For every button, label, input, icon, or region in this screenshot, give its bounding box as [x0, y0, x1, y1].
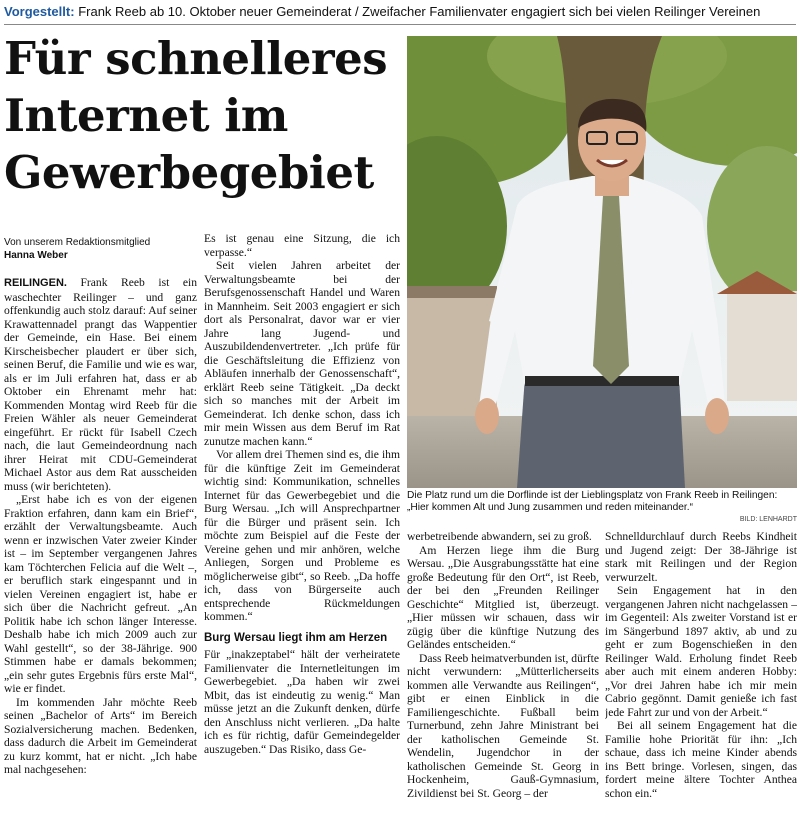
column-2	[204, 232, 400, 837]
paragraph: Schnelldurchlauf durch Reebs Kindheit und Jugend zeigt: Der 38-Jährige ist stark mit Reilingen und der Region verwurzelt.	[605, 530, 797, 584]
photo-credit: BILD: LENHARDT	[739, 516, 797, 523]
paragraph: Sein Engagement hat in den vergangenen Jahren nicht nachgelassen – im Gegenteil: Als zweiter Vorstand ist er im Sängerbund 1897 aktiv, ab und zu geht er zum Bogenschießen in den Reilinger Wald. Erholung findet Reeb aber auch mit einem anderen Hobby: „Vor drei Jahren habe ich mir mein Cabrio gegönnt. Damit genieße ich fast jede Fahrt zur und von der Arbeit.“	[605, 584, 797, 719]
paragraph: Für „inakzeptabel“ hält der verheiratete Familienvater die Internetleitungen im Gewerbegebiet. „Da haben wir zwei Mbit, das ist eindeutig zu wenig.“ Man müsse jetzt an die Zukunft denken, dürfe den Anschluss nicht verlieren. „Da halte ich es für richtig, dafür Gemeindegelder auszugeben.“ Das Risiko, dass Ge-	[204, 648, 400, 756]
top-rule	[4, 24, 796, 25]
subheading: Burg Wersau liegt ihm am Herzen	[204, 631, 388, 644]
dateline: REILINGEN.	[4, 277, 67, 289]
headline-line-2: Internet im	[4, 89, 288, 142]
photo-caption	[407, 490, 797, 526]
kicker-text: Frank Reeb ab 10. Oktober neuer Gemeinderat / Zweifacher Familienvater engagiert sich bei vielen Reilinger Vereinen	[78, 4, 761, 19]
byline-name: Hanna Weber	[4, 250, 68, 261]
headline-line-3: Gewerbegebiet	[4, 146, 374, 199]
column-1	[4, 276, 197, 837]
byline	[4, 236, 200, 262]
caption-text: Die Platz rund um die Dorflinde ist der Lieblingsplatz von Frank Reeb in Reilingen: „Hier kommen Alt und Jung zusammen und reden miteinander.“	[407, 490, 778, 513]
kicker-line	[4, 2, 796, 22]
paragraph: Am Herzen liege ihm die Burg Wersau. „Die Ausgrabungsstätte hat eine große Bedeutung für den Ort“, ist Reeb, der bei den „Freunden Reilinger Geschichte“ Mitglied ist, überzeugt. „Hier müssen wir schauen, dass wir zügig über die künftige Nutzung des Geländes entscheiden.“	[407, 543, 599, 651]
paragraph: „Erst habe ich es von der eigenen Fraktion erfahren, dann kam ein Brief“, erzählt der Verwaltungsbeamte. Auch wenn er inzwischen Vater zweier Kinder ist – im September vergangenen Jahres kam Töchterchen Felicia auf die Welt –, er beruflich stark eingespannt und in vielen Vereinen engagiert ist, habe er sich über die Nachricht gefreut. „An Politik habe ich schon länger Interesse. Deshalb habe ich mich 2009 auch zur Wahl gestellt“, so der 38-Jährige. 900 Stimmen habe er damals bekommen; „ein sehr gutes Ergebnis fürs erste Mal“, wie er findet.	[4, 493, 197, 695]
headline	[4, 30, 404, 201]
column-3	[407, 530, 599, 837]
paragraph: Es ist genau eine Sitzung, die ich verpasse.“	[204, 232, 400, 259]
paragraph: Seit vielen Jahren arbeitet der Verwaltungsbeamte bei der Berufsgenossenschaft Handel und Waren in Mannheim. Seit 2003 engagiert er sich dort als Personalrat, davor war er vier Jahre lang Jugend- und Auszubildendenvertreter. „Ich prüfe für die Geschäftsleitung die Effizienz von Abläufen innerhalb der Genossenschaft“, erklärt Reeb seine Tätigkeit. „Da deckt sich so manches mit der Arbeit im Gemeinderat. Ich denke schon, dass ich mir mein Wissen aus dem Beruf im Rat zunutze machen kann.“	[204, 259, 400, 448]
headline-line-1: Für schnelleres	[4, 32, 388, 85]
paragraph: Dass Reeb heimatverbunden ist, dürfte nicht verwundern: „Mütterlicherseits kommen alle Verwandte aus Reilingen“, gibt er einen Einblick in die Familiengeschichte. Fußball beim Turnerbund, zehn Jahre Ministrant bei der katholischen Gemeinde St. Wendelin, Jugendchor in der katholischen Gemeinde St. Georg in Hockenheim, Gauß-Gymnasium, Zivildienst bei St. Georg – der	[407, 651, 599, 800]
paragraph-text: Frank Reeb ist ein waschechter Reilinger – und ganz offenkundig auch stolz darauf: Auf seiner Krawattennadel prangt das Wappentier der Gemeinde, ein Hase. Bei einem Kirscheisbecher plaudert er über sich, seinen Beruf, die Familie und wie es war, als er im Juli erfahren hat, dass er ab Oktober ein Ehrenamt mehr hat: Kommenden Montag wird Reeb für die Freien Wähler als neuer Gemeinderat eingeführt. Er rückt für Isabell Czech nach, die laut Gemeindeordnung nach ihrer Heirat mit CDU-Gemeinderat Michael Astor aus dem Rat ausscheiden muss (wir berichteten).	[4, 276, 197, 493]
portrait-photo	[407, 36, 797, 488]
byline-role: Von unserem Redaktionsmitglied	[4, 237, 151, 248]
kicker-label: Vorgestellt:	[4, 4, 75, 19]
paragraph	[4, 276, 197, 493]
paragraph: werbetreibende abwandern, sei zu groß.	[407, 530, 592, 543]
paragraph: Bei all seinem Engagement hat die Familie hohe Priorität für ihn: „Ich schaue, dass ich meine Kinder abends ins Bett bringe. Vorlesen, singen, das fordert meine ältere Tochter Anthea schon ein.“	[605, 719, 797, 800]
paragraph: Im kommenden Jahr möchte Reeb seinen „Bachelor of Arts“ im Bereich Sozialversicherung machen. Bedenken, dass dadurch die Arbeit im Gemeinderat zu kurz kommt, hat er nicht. „Ich habe mal nachgesehen:	[4, 695, 197, 776]
column-4	[605, 530, 797, 837]
paragraph: Vor allem drei Themen sind es, die ihm für die künftige Zeit im Gemeinderat wichtig sind: Kommunikation, schnelles Internet für das Gewerbegebiet und die Burg Wersau. „Ich will Ansprechpartner für die Bürger und präsent sein. Ich möchte zum Beispiel auf die Feste der Vereine gehen und mir anhören, welche Anliegen, Sorgen und Probleme es möglicherweise gibt“, so Reeb. „Da hoffe ich, dass von Bürgerseite auch entsprechende Rückmeldungen kommen.“	[204, 448, 400, 623]
